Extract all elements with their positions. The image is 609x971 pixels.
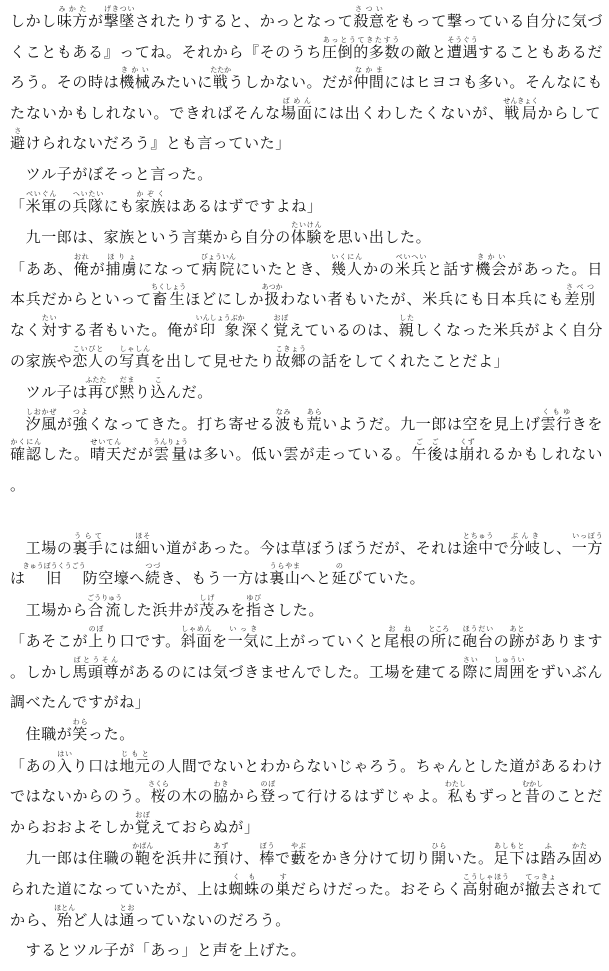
paragraph-11: 住職が笑わらった。 [10, 718, 135, 744]
furigana-word: 指ゆび [245, 593, 262, 619]
furigana-reading: やぶ [290, 842, 307, 851]
furigana-reading: あっとうてきたすう [322, 35, 401, 44]
furigana-reading: わたし [444, 780, 466, 789]
furigana-reading: あら [306, 407, 323, 416]
furigana-word: 固かた [571, 842, 588, 868]
furigana-word: 味方みかた [56, 5, 89, 30]
furigana-reading: こ [150, 376, 167, 385]
furigana-word: 幾人いくにん [330, 252, 364, 278]
furigana-word: 戦たたか [210, 66, 232, 92]
furigana-reading: いっき [227, 625, 259, 634]
furigana-reading: かくにん [10, 438, 42, 447]
furigana-reading: さ [10, 127, 26, 136]
paragraph-7: 汐風しおかぜが強つよくなってきた。打ち寄せる波なみも荒あらいようだ。九一郎は空を見上げ雲行くもゆきを確認かくにんした。晴天せいてんだが雲量うんりょうは多い。低い雲が走っている。午後ごごは崩くずれるかもしれない。 [10, 407, 604, 494]
furigana-reading: ぼう [259, 842, 275, 851]
furigana-reading: こきょう [275, 344, 307, 353]
furigana-reading: みかた [56, 5, 89, 13]
furigana-word: 所ところ [428, 625, 450, 651]
furigana-reading: あしもと [493, 842, 525, 851]
furigana-word: 合流ごうりゅう [87, 593, 123, 619]
furigana-word: 親した [398, 313, 415, 339]
furigana-reading: ばめん [281, 96, 313, 105]
furigana-reading: さべつ [564, 283, 596, 292]
paragraph-9: 工場から合流ごうりゅうした浜井が茂しげみを指ゆびさした。 [10, 593, 324, 619]
paragraph-1: しかし味方みかたが撃墜げきついされたりすると、かっとなって殺意さついをもって撃っている自分に気づくこともある』ってね。それから『そのうち圧倒的多数あっとうてきたすうの敵と遭遇そうぐうすることもあるだろう。その時は機械きかいみたいに戦たたかうしかない。だが仲間なかまにはヒヨコも多い。そんなにもたないかもしれない。できればそんな場面ばめんには出くわしたくないが、戦局せんきょくからして避さけられないだろう』とも言っていた」 [10, 5, 604, 153]
furigana-reading: ぶんき [509, 531, 541, 540]
furigana-reading: うんりょう [153, 438, 189, 447]
furigana-word: 踏ふ [540, 842, 557, 868]
furigana-word: 裏山うらやま [269, 562, 301, 588]
furigana-word: 通とお [119, 903, 135, 929]
paragraph-2: ツル子がぼそっと言った。 [10, 164, 213, 183]
furigana-reading: くもゆ [540, 407, 572, 416]
paragraph-6: ツル子は再ふたたび黙だまり込こんだ。 [10, 376, 213, 402]
furigana-word: 笑わら [72, 718, 89, 744]
furigana-word: 途中とちゅう [462, 531, 494, 557]
furigana-reading: つよ [72, 407, 89, 416]
furigana-reading: だま [119, 376, 135, 385]
furigana-word: 高射砲こうしゃほう [462, 873, 510, 899]
furigana-word: 撃墜げきつい [103, 5, 135, 30]
furigana-reading: ふ [540, 842, 557, 851]
furigana-word: 一方いっぽう [571, 531, 603, 557]
furigana-word: 跡あと [509, 625, 525, 651]
furigana-reading: てっきょ [524, 873, 557, 882]
furigana-word: 波なみ [275, 407, 291, 433]
furigana-word: 写真しゃしん [119, 344, 151, 370]
furigana-reading: きかい [475, 252, 507, 261]
furigana-word: 確認かくにん [10, 438, 42, 464]
furigana-word: 印象いんしょうぶか [195, 313, 245, 339]
furigana-reading: なみ [275, 407, 291, 416]
furigana-word: 込こ [150, 376, 167, 402]
furigana-word: 故郷こきょう [275, 344, 307, 370]
furigana-word: 再ふたた [85, 376, 107, 402]
furigana-reading: はい [56, 749, 73, 758]
furigana-reading: ほとん [54, 903, 76, 912]
furigana-reading: かぞく [134, 189, 167, 198]
furigana-word: 避さ [10, 127, 26, 153]
furigana-word: 巣す [275, 873, 291, 899]
furigana-reading: せいてん [89, 438, 122, 447]
paragraph-3: 「米軍べいぐんの兵隊へいたいにも家族かぞくはあるはずですよね」 [10, 189, 323, 215]
furigana-word: 入はい [56, 749, 73, 775]
furigana-reading: ほそ [134, 531, 151, 540]
furigana-word: 仲間なかま [353, 66, 385, 92]
furigana-word: 崩くず [459, 438, 476, 464]
section-break [10, 501, 603, 532]
furigana-reading: わき [213, 780, 229, 789]
furigana-word: 汐風しおかぜ [25, 407, 57, 433]
furigana-reading: こいびと [72, 344, 104, 353]
furigana-word: 体験たいけん [290, 221, 323, 247]
furigana-reading: わら [72, 718, 88, 727]
furigana-word: 機会きかい [475, 252, 508, 278]
furigana-reading: ごご [411, 438, 444, 447]
furigana-reading: たいけん [290, 221, 322, 230]
furigana-reading: した [398, 313, 415, 322]
furigana-word: 差別さべつ [564, 283, 596, 309]
furigana-word: 黙だま [119, 376, 135, 402]
furigana-word: 撤去てっきょ [524, 873, 557, 899]
furigana-reading: あず [213, 842, 229, 851]
furigana-word: 尾根おね [384, 625, 416, 651]
furigana-word: 畜生ちくしょう [151, 283, 187, 309]
furigana-reading: きかい [119, 66, 151, 75]
furigana-reading: たい [41, 313, 58, 322]
furigana-word: 病院びょういん [200, 252, 236, 278]
furigana-reading: ばとうそん [72, 655, 120, 664]
furigana-reading: ところ [428, 625, 450, 634]
furigana-reading: さい [462, 655, 479, 664]
furigana-reading: さくら [147, 780, 169, 789]
furigana-word: 細ほそ [134, 531, 151, 557]
paragraph-5: 「ああ、俺おれが捕虜ほりょになって病院びょういんにいたとき、幾人いくにんかの米兵べいへいと話す機会きかいがあった。日本兵だからといって畜生ちくしょうほどにしか扱あつかわない者もいたが、米兵にも日本兵にも差別さべつなく対たいする者もいた。俺が印象いんしょうぶか深く覚おぼえているのは、親したしくなった米兵がよく自分の家族や恋人こいびとの写真しゃしんを出して見せたり故郷こきょうの話をしてくれたことだよ」 [10, 252, 604, 370]
furigana-word: 際さい [462, 655, 479, 681]
furigana-word: 殆ほとん [54, 903, 76, 929]
furigana-word: 旧きゅうぼうくうごう [22, 562, 86, 588]
furigana-word: 周囲しゅうい [493, 655, 525, 681]
furigana-reading: しゃしん [119, 344, 151, 353]
furigana-word: 覚おぼ [134, 810, 151, 836]
furigana-word: 晴天せいてん [89, 438, 122, 464]
furigana-reading: の [331, 562, 348, 571]
furigana-word: 戦局せんきょく [503, 96, 539, 122]
paragraph-8: 工場の裏手うらてには細ほそい道があった。今は草ぼうぼうだが、それは途中とちゅうで分岐ぶんきし、一方いっぽうは旧きゅうぼうくうごう防空壕へ続つづき、もう一方は裏山うらやまへと延のびていた。 [10, 531, 603, 588]
furigana-word: 遭遇そうぐう [446, 35, 479, 61]
furigana-word: 分岐ぶんき [509, 531, 541, 557]
furigana-reading: ちくしょう [151, 283, 187, 292]
furigana-reading: す [275, 873, 291, 882]
furigana-reading: おぼ [273, 313, 289, 322]
furigana-reading: しげ [199, 593, 215, 602]
furigana-reading: かばん [132, 842, 154, 851]
paragraph-10: 「あそこが上のぼり口です。斜面しゃめんを一気いっきに上がっていくと尾根おねの所ところに砲台ほうだいの跡あとがあります。しかし馬頭尊ばとうそんがあるのには気づきませんでした。工場を建てる際さいに周囲しゅういをずいぶん調べたんですがね」 [10, 625, 603, 712]
furigana-reading: とお [119, 903, 135, 912]
furigana-word: 米軍べいぐん [25, 189, 57, 215]
furigana-word: 預あず [213, 842, 229, 868]
furigana-reading: ふたた [85, 376, 107, 385]
furigana-reading: へいたい [72, 189, 104, 198]
furigana-word: 殺意さつい [353, 5, 385, 30]
furigana-word: 足下あしもと [493, 842, 525, 868]
furigana-word: 裏手うらて [72, 531, 104, 557]
furigana-reading: のぼ [88, 625, 104, 634]
furigana-reading: ほうだい [462, 625, 494, 634]
furigana-word: 荒あら [306, 407, 323, 433]
furigana-reading: べいぐん [25, 189, 57, 198]
furigana-reading: うらて [72, 531, 104, 540]
furigana-word: 家族かぞく [134, 189, 167, 215]
paragraph-4: 九一郎は、家族という言葉から自分の体験たいけんを思い出した。 [10, 221, 432, 247]
furigana-word: 午後ごご [411, 438, 444, 464]
furigana-reading: おれ [73, 252, 90, 261]
furigana-word: 上のぼ [88, 625, 104, 651]
furigana-reading: じもと [119, 749, 151, 758]
furigana-reading: くも [228, 873, 260, 882]
furigana-reading: つづ [145, 562, 161, 571]
furigana-reading: むかし [522, 780, 544, 789]
furigana-word: 斜面しゃめん [180, 625, 213, 651]
furigana-word: 兵隊へいたい [72, 189, 104, 215]
paragraph-13: 九一郎は住職の鞄かばんを浜井に預あずけ、棒ぼうで藪やぶをかき分けて切り開ひらいた。足下あしもとは踏ふみ固かためられた道になっていたが、上は蜘蛛くもの巣すだらけだった。おそらく高射砲こうしゃほうが撤去てっきょされてから、殆ほとんど人は通とおっていないのだろう。 [10, 842, 603, 929]
furigana-reading: おぼ [134, 810, 151, 819]
furigana-word: 鞄かばん [132, 842, 154, 868]
furigana-word: 棒ぼう [259, 842, 275, 868]
furigana-word: 扱あつか [261, 283, 283, 309]
furigana-reading: くず [459, 438, 476, 447]
furigana-word: 俺おれ [73, 252, 90, 278]
furigana-word: 開ひら [431, 842, 447, 868]
furigana-reading: ひら [431, 842, 447, 851]
furigana-word: 脇わき [213, 780, 229, 806]
furigana-word: 対たい [41, 313, 58, 339]
furigana-word: 茂しげ [199, 593, 215, 619]
furigana-word: 米兵べいへい [395, 252, 428, 278]
furigana-word: 桜さくら [147, 780, 169, 806]
paragraph-14: するとツル子が「あっ」と声を上げた。 [10, 941, 307, 960]
furigana-word: 馬頭尊ばとうそん [72, 655, 120, 681]
furigana-word: 場面ばめん [281, 96, 313, 122]
furigana-reading: しゃめん [180, 625, 213, 634]
furigana-reading: せんきょく [503, 96, 539, 105]
furigana-reading: ごうりゅう [87, 593, 123, 602]
furigana-word: 一気いっき [227, 625, 259, 651]
furigana-word: 続つづ [145, 562, 161, 588]
furigana-word: 恋人こいびと [72, 344, 104, 370]
furigana-reading: あと [509, 625, 525, 634]
furigana-reading: いっぽう [571, 531, 603, 540]
furigana-reading: のぼ [260, 780, 276, 789]
furigana-word: 機械きかい [119, 66, 151, 92]
furigana-word: 登のぼ [260, 780, 276, 806]
furigana-word: 地元じもと [119, 749, 151, 775]
furigana-reading: しおかぜ [25, 407, 57, 416]
furigana-reading: べいへい [395, 252, 427, 261]
furigana-reading: しゅうい [493, 655, 525, 664]
furigana-word: 砲台ほうだい [462, 625, 494, 651]
furigana-word: 覚おぼ [273, 313, 289, 339]
furigana-reading: げきつい [103, 5, 135, 13]
furigana-reading: かた [571, 842, 588, 851]
furigana-reading: さつい [353, 5, 385, 13]
furigana-word: 藪やぶ [290, 842, 307, 868]
furigana-reading: ほりょ [105, 252, 138, 261]
furigana-reading: あつか [261, 283, 283, 292]
furigana-reading: たたか [210, 66, 232, 75]
furigana-word: 私わたし [444, 780, 466, 806]
furigana-reading: うらやま [269, 562, 301, 571]
furigana-reading: こうしゃほう [462, 873, 510, 882]
paragraph-12: 「あの入はいり口は地元じもとの人間でないとわからないじゃろう。ちゃんとした道があるわけではないからのう。桜さくらの木の脇わきから登のぼって行けるはずじゃよ。私わたしもずっと昔むかしのことだからおおよそしか覚おぼえておらぬが」 [10, 749, 604, 836]
furigana-reading: いんしょうぶか [195, 313, 245, 322]
furigana-word: 強つよ [72, 407, 89, 433]
furigana-word: 雲量うんりょう [153, 438, 189, 464]
furigana-reading: びょういん [200, 252, 236, 261]
furigana-word: 捕虜ほりょ [105, 252, 138, 278]
furigana-word: 延の [331, 562, 348, 588]
furigana-word: 圧倒的多数あっとうてきたすう [322, 35, 401, 61]
furigana-reading: おね [384, 625, 416, 634]
furigana-word: 蜘蛛くも [228, 873, 260, 899]
furigana-word: 雲行くもゆ [540, 407, 572, 433]
furigana-reading: なかま [353, 66, 385, 75]
furigana-reading: とちゅう [462, 531, 494, 540]
furigana-reading: そうぐう [446, 35, 479, 44]
furigana-word: 昔むかし [522, 780, 544, 806]
furigana-reading: いくにん [330, 252, 363, 261]
furigana-reading: きゅうぼうくうごう [22, 562, 86, 571]
furigana-reading: ゆび [245, 593, 262, 602]
